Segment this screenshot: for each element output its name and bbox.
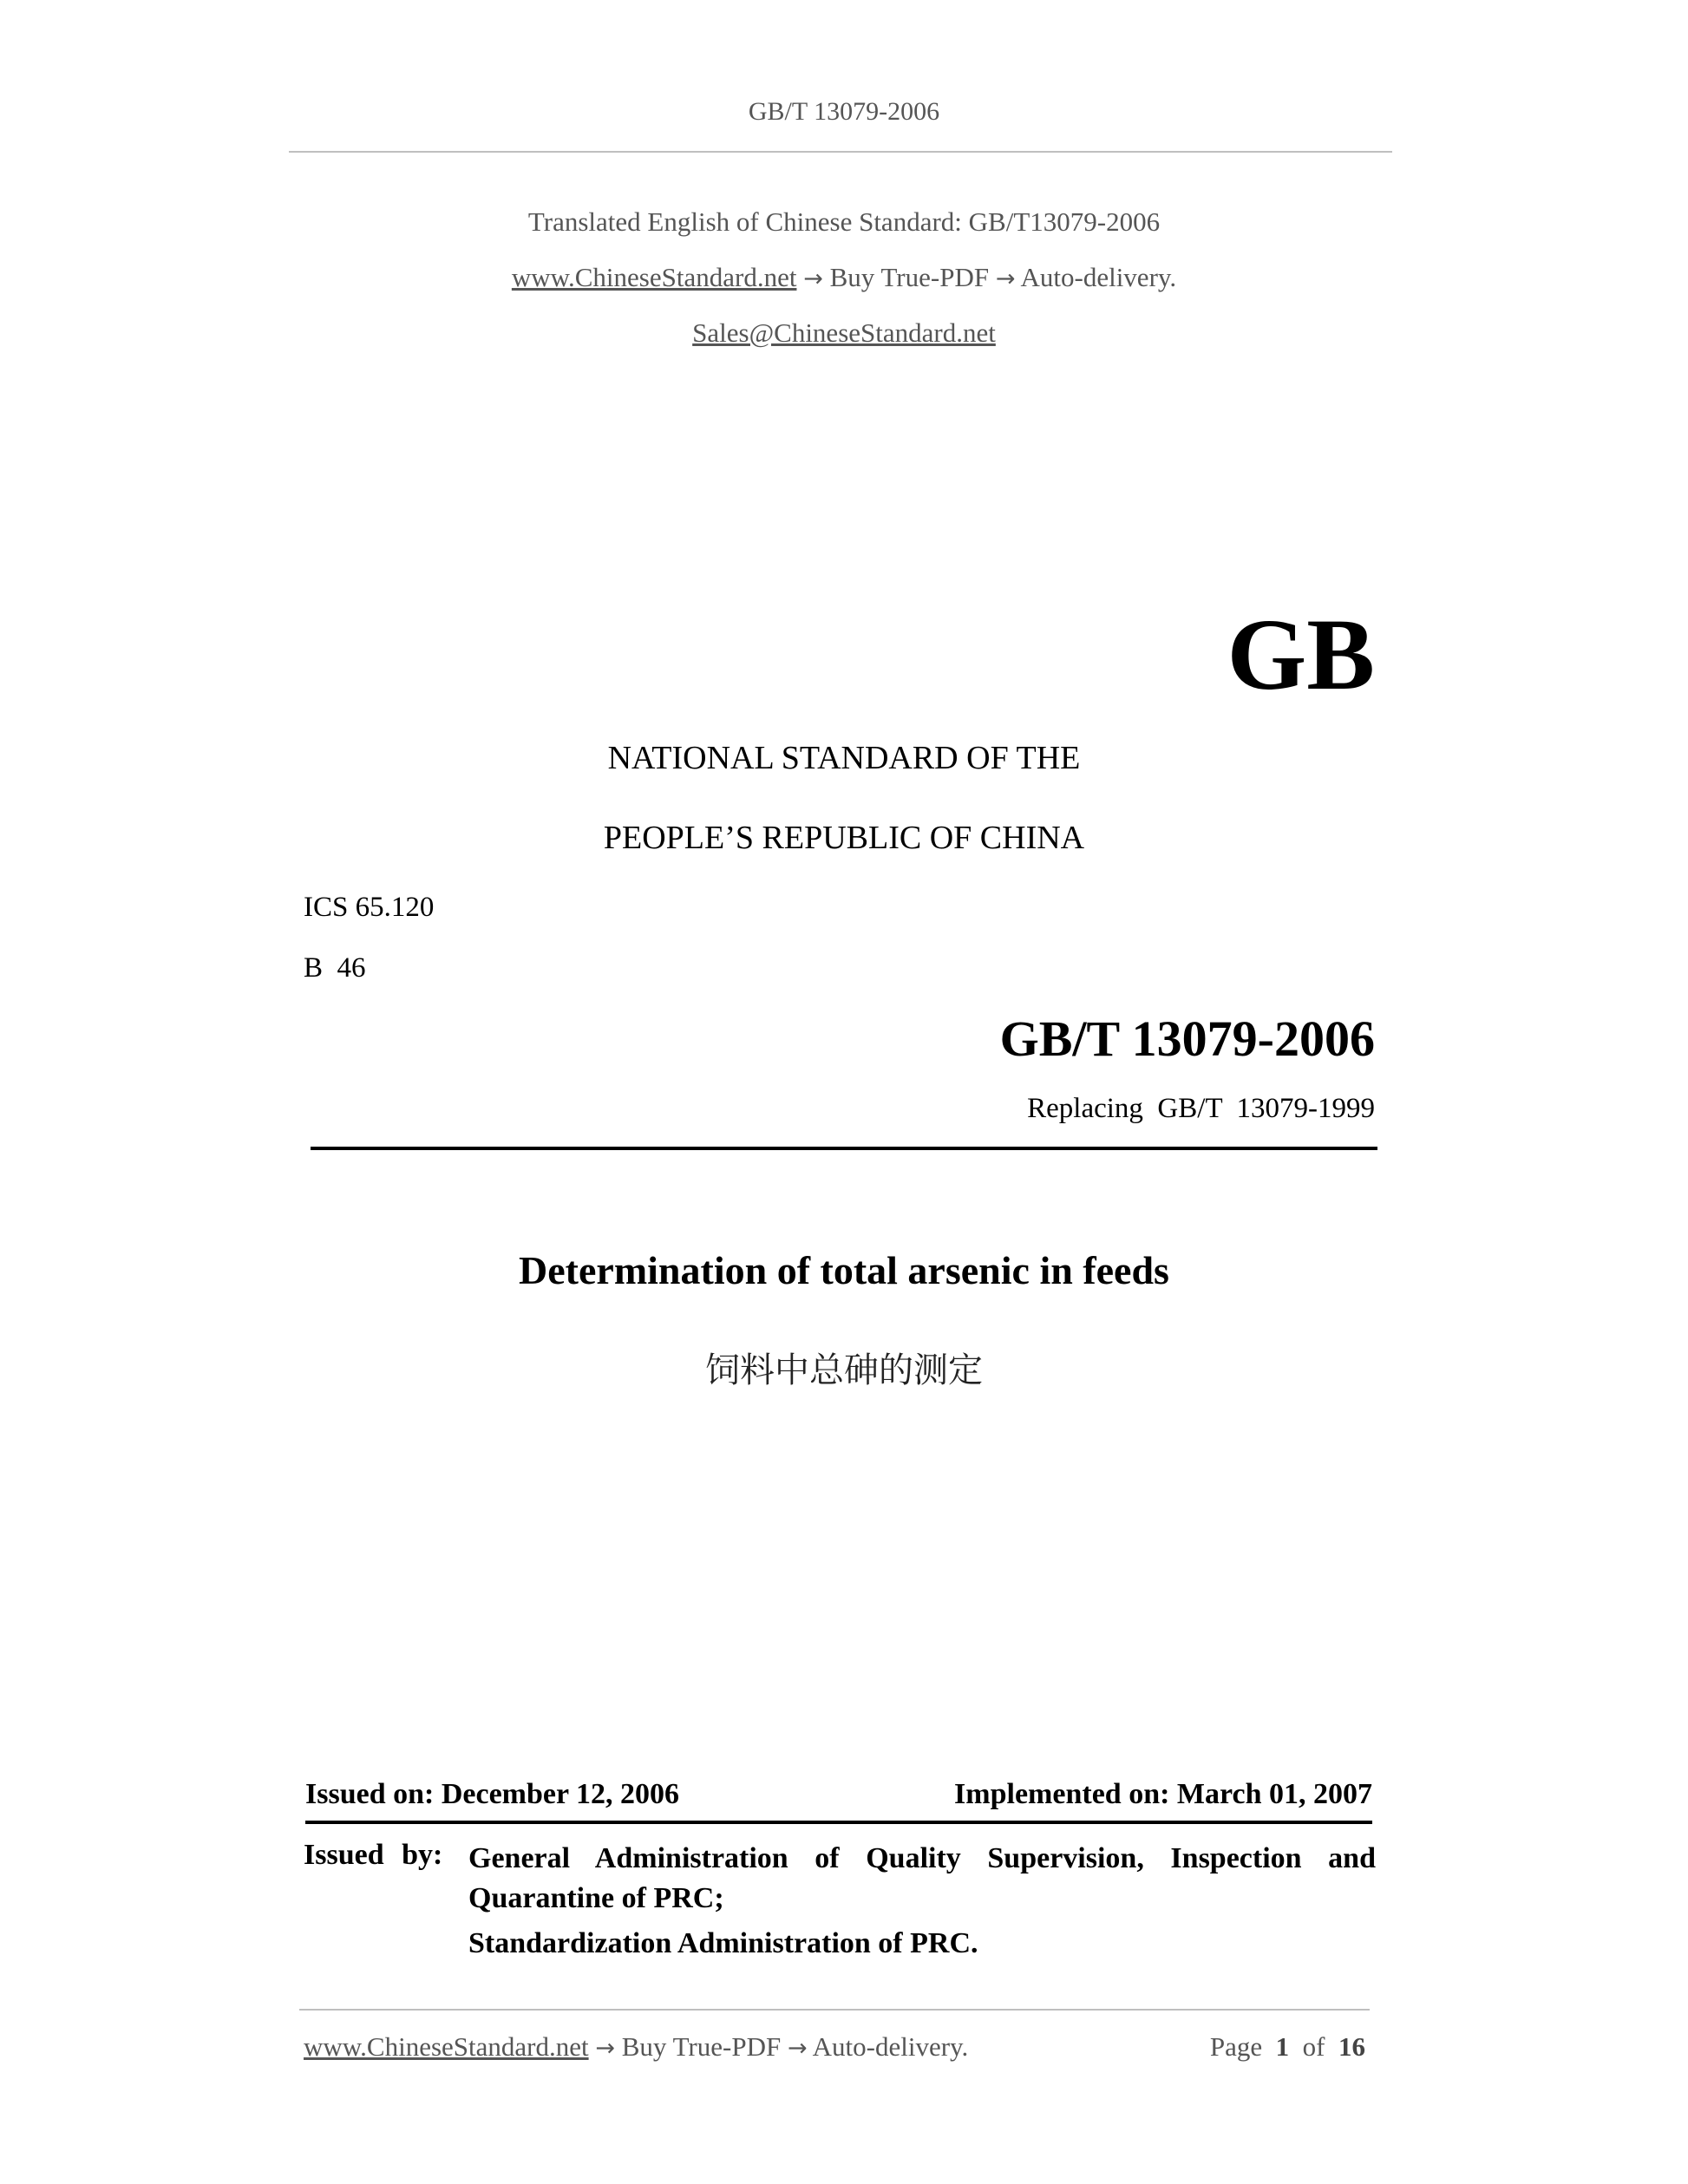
ccs-code: B 46 (304, 952, 366, 984)
issuing-authority-line1: General Administration of Quality Supervision, Inspection and (468, 1842, 1376, 1874)
national-standard-heading: NATIONAL STANDARD OF THE (607, 740, 1081, 776)
footer-delivery-text: Auto-delivery. (812, 2031, 969, 2062)
arrow-right-icon: → (995, 265, 1016, 292)
ics-code: ICS 65.120 (304, 892, 435, 923)
arrow-right-icon: → (595, 2035, 615, 2062)
site-link[interactable]: www.ChineseStandard.net (511, 262, 797, 292)
sales-email-link[interactable]: Sales@ChineseStandard.net (692, 317, 996, 348)
footer-divider (299, 2009, 1370, 2011)
arrow-right-icon: → (803, 265, 823, 292)
issuing-authority-line2: Quarantine of PRC; (468, 1882, 724, 1914)
country-heading: PEOPLE’S REPUBLIC OF CHINA (603, 820, 1085, 856)
issuing-authority-1 (468, 1839, 1376, 1919)
standard-number: GB/T 13079-2006 (999, 1010, 1375, 1067)
header-divider (289, 151, 1392, 153)
arrow-right-icon: → (787, 2035, 808, 2062)
promo-links (0, 262, 1688, 293)
replacing-standard: Replacing GB/T 13079-1999 (1027, 1093, 1375, 1124)
footer-buy-text: Buy True-PDF (621, 2031, 782, 2062)
implemented-on-date: Implemented on: March 01, 2007 (954, 1778, 1372, 1810)
buy-true-pdf-text: Buy True-PDF (829, 262, 990, 292)
issued-on-date: Issued on: December 12, 2006 (305, 1778, 679, 1810)
page-total: 16 (1338, 2031, 1365, 2062)
email-line (0, 317, 1688, 349)
page-number (1210, 2031, 1365, 2063)
translation-notice: Translated English of Chinese Standard: GB/T13079-2006 (527, 206, 1161, 237)
document-title-chinese: 饲料中总砷的测定 (705, 1350, 983, 1390)
running-header: GB/T 13079-2006 (748, 97, 940, 126)
title-divider (311, 1147, 1377, 1150)
issued-by-label: Issued by: (304, 1839, 443, 1871)
gb-logo-mark: GB (1227, 598, 1375, 711)
issuance-divider (305, 1821, 1372, 1824)
footer-site-link[interactable]: www.ChineseStandard.net (304, 2031, 589, 2062)
page-current: 1 (1275, 2031, 1290, 2062)
auto-delivery-text: Auto-delivery. (1020, 262, 1177, 292)
footer-links (304, 2031, 968, 2063)
page-of: of (1302, 2031, 1325, 2062)
issuing-authority-2: Standardization Administration of PRC. (468, 1927, 978, 1959)
page-label: Page (1209, 2031, 1263, 2062)
document-title-english: Determination of total arsenic in feeds (519, 1248, 1169, 1292)
